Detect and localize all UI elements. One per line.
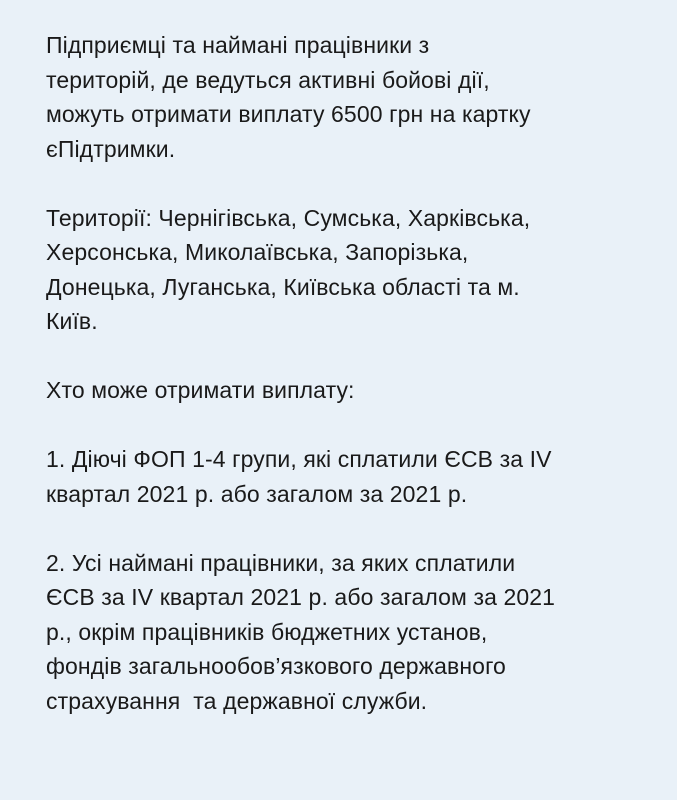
item1-line: квартал 2021 р. або загалом за 2021 р. bbox=[46, 480, 468, 507]
list-item-1 bbox=[46, 442, 649, 511]
intro-line: територій, де ведуться активні бойові дії, bbox=[46, 66, 490, 93]
territories-line: Території: Чернігівська, Сумська, Харківська, bbox=[46, 204, 531, 231]
intro-line: єПідтримки. bbox=[46, 135, 176, 162]
item2-line: страхування та державної служби. bbox=[46, 687, 428, 714]
list-item-2 bbox=[46, 546, 649, 719]
item2-line: фондів загальнообов’язкового державного bbox=[46, 653, 506, 679]
item2-line: 2. Усі наймані працівники, за яких сплатили bbox=[46, 549, 516, 576]
who-heading-paragraph bbox=[46, 373, 649, 408]
territories-line: Донецька, Луганська, Київська області та м. bbox=[46, 273, 520, 300]
who-heading: Хто може отримати виплату: bbox=[46, 377, 355, 403]
intro-line: Підприємці та наймані працівники з bbox=[46, 32, 430, 58]
item1-line: 1. Діючі ФОП 1-4 групи, які сплатили ЄСВ за IV bbox=[46, 446, 552, 472]
intro-paragraph bbox=[46, 28, 649, 166]
territories-line: Київ. bbox=[46, 308, 98, 334]
item2-line: ЄСВ за IV квартал 2021 р. або загалом за 2021 bbox=[46, 584, 556, 610]
territories-paragraph bbox=[46, 201, 649, 339]
territories-line: Херсонська, Миколаївська, Запорізька, bbox=[46, 239, 469, 265]
intro-line: можуть отримати виплату 6500 грн на картку bbox=[46, 101, 531, 127]
item2-line: р., окрім працівників бюджетних установ, bbox=[46, 618, 488, 645]
